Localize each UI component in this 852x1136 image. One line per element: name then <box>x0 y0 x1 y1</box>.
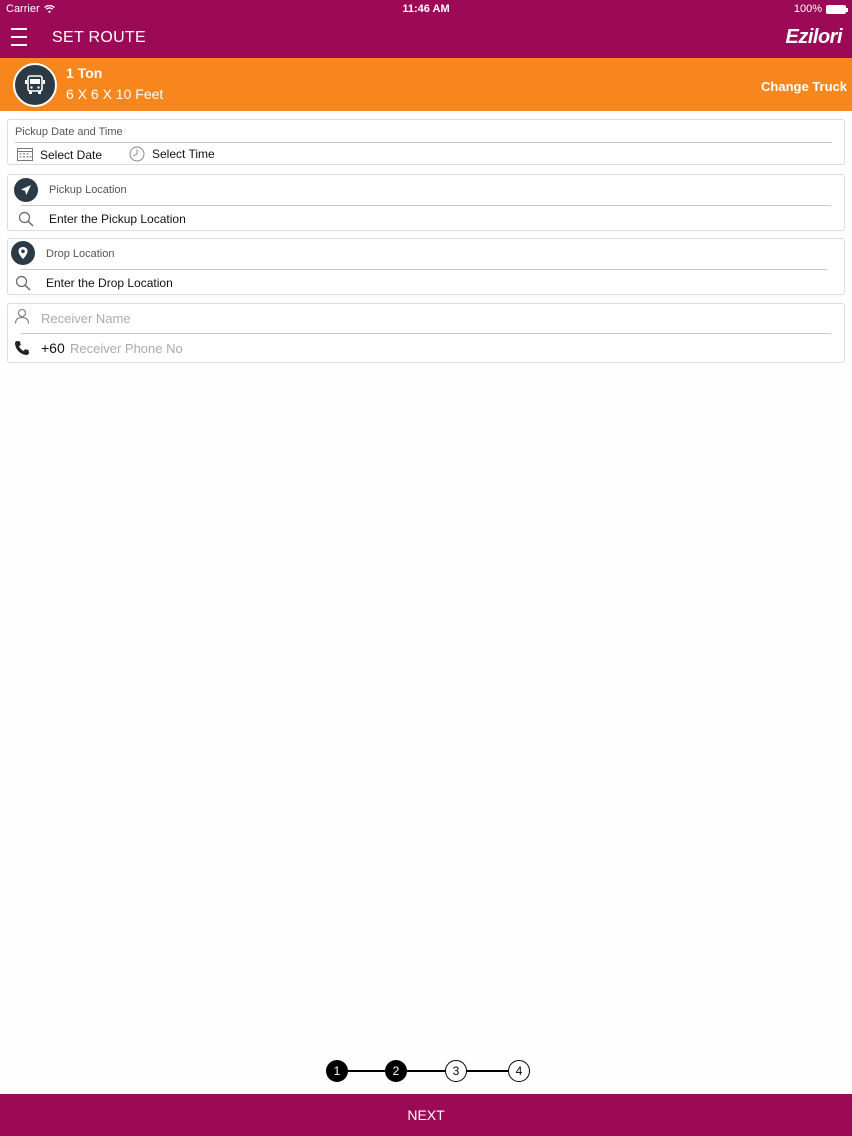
clock-icon <box>129 146 145 162</box>
nav-bar <box>0 18 852 58</box>
pickup-location-label: Pickup Location <box>49 184 127 196</box>
map-pin-icon <box>11 241 35 265</box>
divider <box>21 269 827 270</box>
receiver-card <box>7 303 845 363</box>
divider <box>21 333 831 334</box>
pickup-datetime-label: Pickup Date and Time <box>15 126 123 138</box>
page-title: SET ROUTE <box>52 29 146 46</box>
battery-info <box>794 3 846 15</box>
next-button[interactable]: NEXT <box>0 1094 852 1136</box>
receiver-phone-input[interactable]: Receiver Phone No <box>70 341 183 356</box>
receiver-name-input[interactable]: Receiver Name <box>41 311 131 326</box>
progress-stepper <box>326 1059 532 1083</box>
stepper-line <box>338 1070 514 1072</box>
truck-icon <box>13 63 57 107</box>
change-truck-button[interactable]: Change Truck <box>761 79 847 94</box>
send-location-icon <box>14 178 38 202</box>
phone-icon <box>14 340 30 356</box>
pickup-location-card <box>7 174 845 231</box>
clock: 11:46 AM <box>402 3 450 15</box>
truck-dimensions: 6 X 6 X 10 Feet <box>66 86 164 102</box>
calendar-icon <box>17 147 33 161</box>
truck-name: 1 Ton <box>66 65 103 81</box>
pickup-datetime-card <box>7 119 845 165</box>
battery-percent: 100% <box>793 3 822 15</box>
country-code[interactable]: +60 <box>41 340 65 356</box>
hamburger-menu-icon[interactable] <box>11 28 27 46</box>
drop-location-input[interactable]: Enter the Drop Location <box>46 276 173 290</box>
status-bar <box>0 0 852 18</box>
person-icon <box>14 308 30 324</box>
select-time-button[interactable]: Select Time <box>152 147 215 161</box>
select-date-button[interactable]: Select Date <box>40 148 103 162</box>
search-icon <box>18 211 34 227</box>
truck-banner <box>0 58 852 111</box>
divider <box>21 205 831 206</box>
pickup-location-input[interactable]: Enter the Pickup Location <box>49 212 186 226</box>
drop-location-label: Drop Location <box>46 248 115 260</box>
carrier-label: Carrier <box>6 3 40 15</box>
step-2: 2 <box>385 1060 407 1082</box>
step-1: 1 <box>326 1060 348 1082</box>
drop-location-card <box>7 238 845 295</box>
battery-icon <box>826 5 846 14</box>
divider <box>15 142 832 143</box>
brand-logo: Ezilori <box>785 26 842 48</box>
step-4: 4 <box>508 1060 530 1082</box>
search-icon <box>15 275 31 291</box>
step-3: 3 <box>445 1060 467 1082</box>
